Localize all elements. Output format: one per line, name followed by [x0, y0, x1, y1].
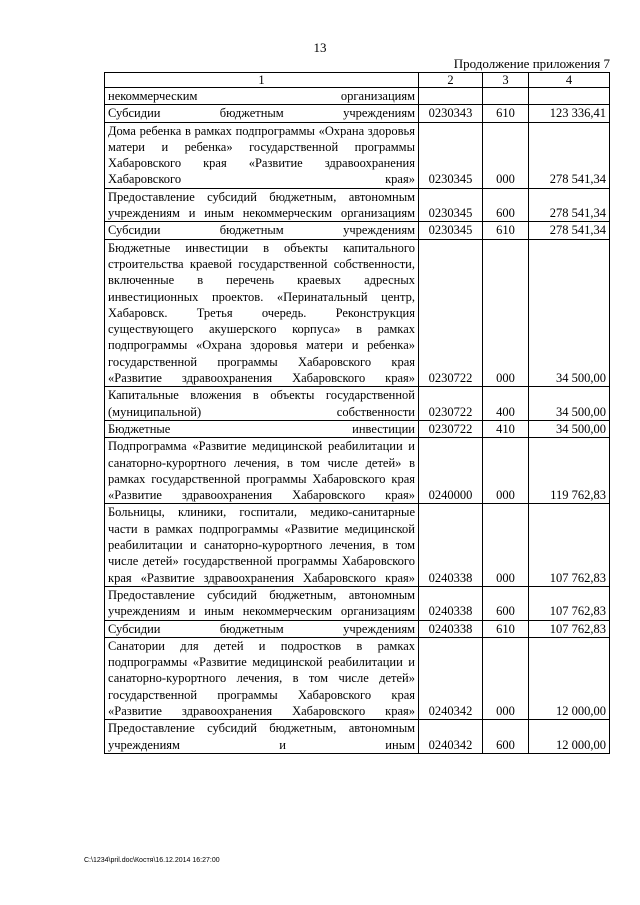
row-type-cell: 000	[483, 504, 529, 586]
row-name-cell: Бюджетные инвестиции в объекты капитального строительства краевой государственной собственности, включенные в перечень краевых адресных инвестиционных проектов. «Перинатальный центр, Хабаровск. Третья очередь. Реконструкция существующего акушерского корпуса» в рамках подпрограммы «Охрана здоровья матери и ребенка» государственной программы Хабаровского края «Развитие здравоохранения Хабаровского края»	[105, 239, 419, 387]
row-name-cell: Санатории для детей и подростков в рамках подпрограммы «Развитие медицинской реабилитации и санаторно-курортного лечения, в том числе детей» государственной программы Хабаровского края «Развитие здравоохранения Хабаровского края»	[105, 637, 419, 719]
row-name-cell: некоммерческим организациям	[105, 88, 419, 105]
row-code-cell: 0230345	[419, 222, 483, 239]
row-amount-cell: 278 541,34	[529, 188, 610, 222]
row-name-cell: Бюджетные инвестиции	[105, 420, 419, 437]
budget-table	[104, 72, 610, 754]
row-amount-cell: 12 000,00	[529, 720, 610, 754]
row-code-cell: 0230345	[419, 188, 483, 222]
table-row	[105, 88, 610, 105]
row-amount-cell: 278 541,34	[529, 222, 610, 239]
row-name-cell: Субсидии бюджетным учреждениям	[105, 105, 419, 122]
page-number: 13	[313, 40, 327, 55]
row-code-cell: 0230722	[419, 420, 483, 437]
row-type-cell: 000	[483, 122, 529, 188]
row-amount-cell: 107 762,83	[529, 504, 610, 586]
row-type-cell: 000	[483, 438, 529, 504]
footer-path: C:\1234\pril.doc\Костя\16.12.2014 16:27:00	[84, 857, 220, 864]
table-row	[105, 105, 610, 122]
table-row	[105, 438, 610, 504]
row-code-cell: 0230343	[419, 105, 483, 122]
row-type-cell: 610	[483, 105, 529, 122]
row-type-cell: 600	[483, 586, 529, 620]
header-col-3: 3	[483, 73, 529, 88]
row-code-cell: 0240338	[419, 504, 483, 586]
table-row	[105, 387, 610, 421]
table-row	[105, 720, 610, 754]
table-row	[105, 504, 610, 586]
row-type-cell: 410	[483, 420, 529, 437]
row-name-cell: Предоставление субсидий бюджетным, автономным учреждениям и иным некоммерческим организациям	[105, 188, 419, 222]
row-code-cell: 0230722	[419, 239, 483, 387]
row-code-cell: 0230345	[419, 122, 483, 188]
row-amount-cell: 123 336,41	[529, 105, 610, 122]
row-type-cell: 600	[483, 720, 529, 754]
header-col-2: 2	[419, 73, 483, 88]
row-type-cell: 000	[483, 637, 529, 719]
row-name-cell: Подпрограмма «Развитие медицинской реабилитации и санаторно-курортного лечения, в том числе детей» в рамках государственной программы Хабаровского края «Развитие здравоохранения Хабаровского края»	[105, 438, 419, 504]
table-row	[105, 420, 610, 437]
table-row	[105, 620, 610, 637]
row-name-cell: Дома ребенка в рамках подпрограммы «Охрана здоровья матери и ребенка» государственной программы Хабаровского края «Развитие здравоохранения Хабаровского края»	[105, 122, 419, 188]
continuation-label: Продолжение приложения 7	[453, 56, 610, 71]
table-row	[105, 122, 610, 188]
row-type-cell: 610	[483, 620, 529, 637]
row-type-cell	[483, 88, 529, 105]
row-type-cell: 400	[483, 387, 529, 421]
row-amount-cell: 107 762,83	[529, 620, 610, 637]
table-row	[105, 586, 610, 620]
row-name-cell: Капитальные вложения в объекты государственной (муниципальной) собственности	[105, 387, 419, 421]
row-code-cell: 0240338	[419, 620, 483, 637]
row-amount-cell: 119 762,83	[529, 438, 610, 504]
table-row	[105, 188, 610, 222]
row-name-cell: Субсидии бюджетным учреждениям	[105, 222, 419, 239]
row-amount-cell: 107 762,83	[529, 586, 610, 620]
row-amount-cell: 278 541,34	[529, 122, 610, 188]
row-name-cell: Предоставление субсидий бюджетным, автономным учреждениям и иным некоммерческим организациям	[105, 586, 419, 620]
row-name-cell: Субсидии бюджетным учреждениям	[105, 620, 419, 637]
row-code-cell: 0240342	[419, 720, 483, 754]
row-code-cell: 0230722	[419, 387, 483, 421]
table-row	[105, 637, 610, 719]
table-row	[105, 239, 610, 387]
table-header-row	[105, 73, 610, 88]
header-col-4: 4	[529, 73, 610, 88]
row-amount-cell: 34 500,00	[529, 420, 610, 437]
row-name-cell: Больницы, клиники, госпитали, медико-санитарные части в рамках подпрограммы «Развитие медицинской реабилитации и санаторно-курортного лечения, в том числе детей» государственной программы Хабаровского края «Развитие здравоохранения Хабаровского края»	[105, 504, 419, 586]
row-type-cell: 610	[483, 222, 529, 239]
row-type-cell: 600	[483, 188, 529, 222]
table-row	[105, 222, 610, 239]
row-type-cell: 000	[483, 239, 529, 387]
row-code-cell: 0240338	[419, 586, 483, 620]
row-amount-cell: 34 500,00	[529, 239, 610, 387]
row-amount-cell: 34 500,00	[529, 387, 610, 421]
row-name-cell: Предоставление субсидий бюджетным, автономным учреждениям и иным	[105, 720, 419, 754]
row-code-cell	[419, 88, 483, 105]
row-amount-cell	[529, 88, 610, 105]
row-code-cell: 0240342	[419, 637, 483, 719]
row-code-cell: 0240000	[419, 438, 483, 504]
row-amount-cell: 12 000,00	[529, 637, 610, 719]
header-col-1: 1	[105, 73, 419, 88]
